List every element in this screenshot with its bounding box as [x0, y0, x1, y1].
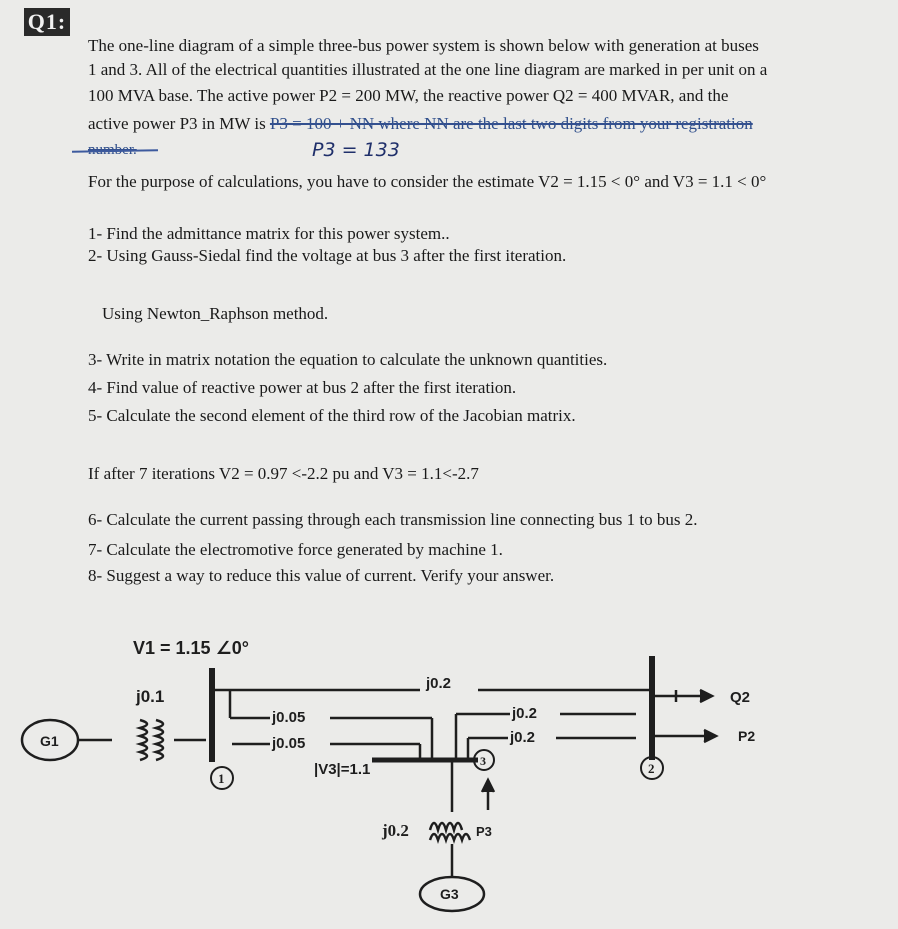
- g1-label: G1: [40, 733, 59, 749]
- p3-label: P3: [476, 824, 492, 839]
- line-3-2b-reactance: j0.2: [510, 729, 536, 746]
- question-number: Q1:: [24, 8, 70, 36]
- struck-text: P3 = 100 + NN where NN are the last two digits from your registration: [269, 114, 753, 133]
- bus-2-number: 2: [648, 761, 655, 776]
- g3-reactance-label: j0.2: [382, 821, 409, 840]
- iteration-condition: If after 7 iterations V2 = 0.97 <-2.2 pu and V3 = 1.1<-2.7: [88, 464, 479, 483]
- p2-label: P2: [738, 728, 756, 744]
- method-heading: Using Newton_Raphson method.: [102, 304, 329, 323]
- task-3: 3- Write in matrix notation the equation to calculate the unknown quantities.: [88, 350, 608, 369]
- q2-label: Q2: [730, 689, 751, 706]
- task-1: 1- Find the admittance matrix for this power system..: [88, 224, 450, 243]
- g1-reactance-coil: [140, 720, 147, 760]
- line-1-3a-reactance: j0.05: [272, 709, 306, 726]
- v3-magnitude: |V3|=1.1: [314, 761, 371, 778]
- v1-label: V1 = 1.15 ∠0°: [133, 638, 249, 658]
- bus-3-number: 3: [480, 754, 486, 768]
- task-8: 8- Suggest a way to reduce this value of current. Verify your answer.: [88, 566, 555, 585]
- g3-label: G3: [440, 886, 459, 902]
- task-2: 2- Using Gauss-Siedal find the voltage at bus 3 after the first iteration.: [88, 246, 567, 265]
- g3-reactance-coil: [430, 823, 462, 830]
- bus-1-number: 1: [218, 771, 225, 786]
- task-5: 5- Calculate the second element of the third row of the Jacobian matrix.: [88, 406, 576, 425]
- handwritten-p3: P3 = 133: [312, 139, 400, 161]
- g1-reactance-label: j0.1: [136, 687, 165, 706]
- task-4: 4- Find value of reactive power at bus 2 after the first iteration.: [88, 378, 517, 397]
- task-6: 6- Calculate the current passing through each transmission line connecting bus 1 to bus 2.: [88, 510, 698, 529]
- intro-line-2: 1 and 3. All of the electrical quantities illustrated at the one line diagram are marked in per unit on a: [88, 60, 768, 79]
- task-7: 7- Calculate the electromotive force generated by machine 1.: [88, 540, 503, 559]
- p3-prefix: active power P3 in MW is: [88, 114, 266, 133]
- intro-line-3: 100 MVA base. The active power P2 = 200 MW, the reactive power Q2 = 400 MVAR, and the: [88, 86, 729, 105]
- line-3-2a-reactance: j0.2: [512, 705, 538, 722]
- intro-line-1: The one-line diagram of a simple three-bus power system is shown below with generation at buses: [88, 36, 759, 55]
- estimate-line: For the purpose of calculations, you have to consider the estimate V2 = 1.15 < 0° and V3 = 1.1 < 0°: [88, 172, 767, 191]
- line-1-2-reactance: j0.2: [426, 675, 452, 692]
- line-1-3b-reactance: j0.05: [272, 735, 306, 752]
